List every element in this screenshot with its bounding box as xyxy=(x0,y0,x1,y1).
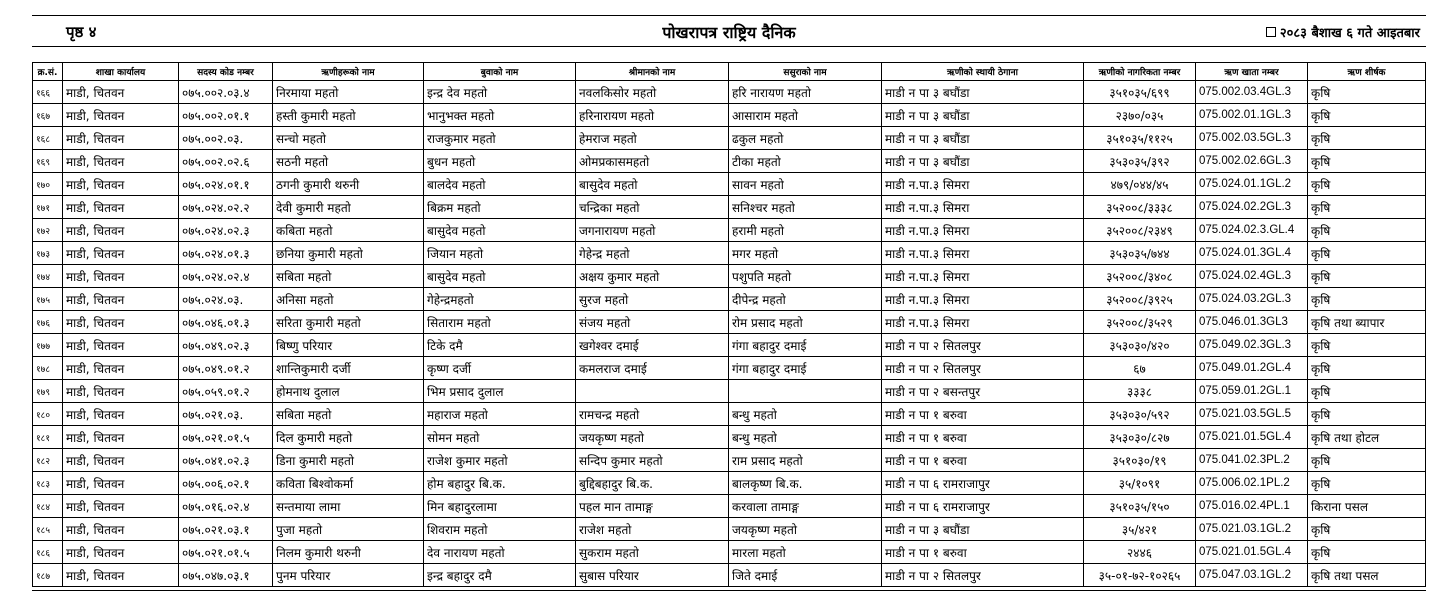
cell-serial-no: १७९ xyxy=(33,380,63,403)
column-header-citizenship-number: ऋणीको नागरिकता नम्बर xyxy=(1084,63,1196,81)
cell-branch-office: माडी, चितवन xyxy=(63,541,179,564)
cell-father-name: भिम प्रसाद दुलाल xyxy=(424,380,576,403)
cell-husband-name: हरिनारायण महतो xyxy=(576,104,729,127)
cell-loan-title: कृषि xyxy=(1308,403,1426,426)
cell-father-name: टिके दमै xyxy=(424,334,576,357)
cell-member-code: ०७५.०२४.०२.२ xyxy=(179,196,273,219)
cell-borrower-name: होमनाथ दुलाल xyxy=(273,380,424,403)
cell-husband-name: अक्षय कुमार महतो xyxy=(576,265,729,288)
cell-husband-name: जगनारायण महतो xyxy=(576,219,729,242)
cell-loan-account-number: 075.041.02.3PL.2 xyxy=(1196,449,1308,472)
table-row xyxy=(33,81,1426,104)
cell-serial-no: १७४ xyxy=(33,265,63,288)
cell-loan-title: कृषि xyxy=(1308,127,1426,150)
cell-father-name: सोमन महतो xyxy=(424,426,576,449)
cell-father-name: इन्द्र बहादुर दमै xyxy=(424,564,576,587)
cell-member-code: ०७५.०२१.०१.५ xyxy=(179,541,273,564)
cell-member-code: ०७५.०४६.०१.३ xyxy=(179,311,273,334)
cell-citizenship-number: ३५/४२१ xyxy=(1084,518,1196,541)
cell-father-name: भानुभक्त महतो xyxy=(424,104,576,127)
cell-member-code: ०७५.००६.०२.१ xyxy=(179,472,273,495)
cell-permanent-address: माडी न.पा.३ सिमरा xyxy=(882,219,1084,242)
column-header-father-name: बुवाको नाम xyxy=(424,63,576,81)
table-row xyxy=(33,311,1426,334)
cell-citizenship-number: ३५२००८/३९२५ xyxy=(1084,288,1196,311)
cell-loan-account-number: 075.002.02.6GL.3 xyxy=(1196,150,1308,173)
cell-husband-name: रामचन्द्र महतो xyxy=(576,403,729,426)
cell-loan-title: कृषि xyxy=(1308,449,1426,472)
cell-loan-title: कृषि xyxy=(1308,173,1426,196)
cell-branch-office: माडी, चितवन xyxy=(63,518,179,541)
cell-member-code: ०७५.०२१.०३.१ xyxy=(179,518,273,541)
cell-serial-no: १७३ xyxy=(33,242,63,265)
cell-father-in-law-name: गंगा बहादुर दमाई xyxy=(729,334,882,357)
cell-branch-office: माडी, चितवन xyxy=(63,426,179,449)
cell-citizenship-number: ६७ xyxy=(1084,357,1196,380)
cell-permanent-address: माडी न पा १ बरुवा xyxy=(882,541,1084,564)
cell-permanent-address: माडी न पा ६ रामराजापुर xyxy=(882,472,1084,495)
cell-permanent-address: माडी न पा ३ बघौंडा xyxy=(882,127,1084,150)
cell-serial-no: १७७ xyxy=(33,334,63,357)
cell-borrower-name: निलम कुमारी थरुनी xyxy=(273,541,424,564)
cell-loan-title: कृषि xyxy=(1308,334,1426,357)
cell-husband-name: सुरज महतो xyxy=(576,288,729,311)
cell-permanent-address: माडी न पा २ सितलपुर xyxy=(882,357,1084,380)
cell-serial-no: १७५ xyxy=(33,288,63,311)
column-header-permanent-address: ऋणीको स्थायी ठेगाना xyxy=(882,63,1084,81)
cell-permanent-address: माडी न पा ३ बघौंडा xyxy=(882,518,1084,541)
cell-citizenship-number: ३५१०३५/१५० xyxy=(1084,495,1196,518)
cell-husband-name: गेहेन्द्र महतो xyxy=(576,242,729,265)
cell-permanent-address: माडी न.पा.३ सिमरा xyxy=(882,311,1084,334)
cell-loan-account-number: 075.024.01.3GL.4 xyxy=(1196,242,1308,265)
cell-loan-account-number: 075.049.02.3GL.3 xyxy=(1196,334,1308,357)
cell-borrower-name: कबिता महतो xyxy=(273,219,424,242)
cell-member-code: ०७५.०४९.०१.२ xyxy=(179,357,273,380)
cell-loan-title: कृषि xyxy=(1308,288,1426,311)
cell-borrower-name: छनिया कुमारी महतो xyxy=(273,242,424,265)
cell-borrower-name: हस्ती कुमारी महतो xyxy=(273,104,424,127)
cell-member-code: ०७५.००२.०२.६ xyxy=(179,150,273,173)
cell-borrower-name: सठनी महतो xyxy=(273,150,424,173)
cell-branch-office: माडी, चितवन xyxy=(63,311,179,334)
cell-father-name: होम बहादुर बि.क. xyxy=(424,472,576,495)
cell-branch-office: माडी, चितवन xyxy=(63,150,179,173)
cell-loan-account-number: 075.021.01.5GL.4 xyxy=(1196,426,1308,449)
cell-permanent-address: माडी न पा १ बरुवा xyxy=(882,449,1084,472)
cell-husband-name: बासुदेव महतो xyxy=(576,173,729,196)
cell-loan-account-number: 075.002.01.1GL.3 xyxy=(1196,104,1308,127)
cell-permanent-address: माडी न पा २ सितलपुर xyxy=(882,334,1084,357)
cell-husband-name: ओमप्रकासमहतो xyxy=(576,150,729,173)
cell-loan-title: कृषि xyxy=(1308,219,1426,242)
cell-husband-name: संजय महतो xyxy=(576,311,729,334)
cell-borrower-name: बिष्णु परियार xyxy=(273,334,424,357)
cell-loan-title: कृषि xyxy=(1308,242,1426,265)
cell-father-in-law-name: जयकृष्ण महतो xyxy=(729,518,882,541)
cell-loan-account-number: 075.021.01.5GL.4 xyxy=(1196,541,1308,564)
cell-father-name: सिताराम महतो xyxy=(424,311,576,334)
cell-loan-account-number: 075.002.03.4GL.3 xyxy=(1196,81,1308,104)
cell-citizenship-number: ३५३०३०/४२० xyxy=(1084,334,1196,357)
cell-member-code: ०७५.०५९.०१.२ xyxy=(179,380,273,403)
cell-serial-no: १८२ xyxy=(33,449,63,472)
table-row xyxy=(33,518,1426,541)
table-row xyxy=(33,104,1426,127)
cell-branch-office: माडी, चितवन xyxy=(63,472,179,495)
cell-father-name: देव नारायण महतो xyxy=(424,541,576,564)
cell-branch-office: माडी, चितवन xyxy=(63,127,179,150)
cell-loan-account-number: 075.002.03.5GL.3 xyxy=(1196,127,1308,150)
cell-branch-office: माडी, चितवन xyxy=(63,334,179,357)
cell-serial-no: १८१ xyxy=(33,426,63,449)
bottom-rule xyxy=(32,590,1426,591)
page-header xyxy=(32,18,1426,44)
cell-borrower-name: पुजा महतो xyxy=(273,518,424,541)
cell-permanent-address: माडी न पा १ बरुवा xyxy=(882,426,1084,449)
cell-father-in-law-name: करवाला तामाङ्ग xyxy=(729,495,882,518)
table-row xyxy=(33,357,1426,380)
cell-loan-account-number: 075.016.02.4PL.1 xyxy=(1196,495,1308,518)
cell-father-in-law-name: मगर महतो xyxy=(729,242,882,265)
cell-father-in-law-name: राम प्रसाद महतो xyxy=(729,449,882,472)
cell-borrower-name: निरमाया महतो xyxy=(273,81,424,104)
cell-permanent-address: माडी न पा १ बरुवा xyxy=(882,403,1084,426)
table-row xyxy=(33,219,1426,242)
cell-borrower-name: सबिता महतो xyxy=(273,265,424,288)
cell-father-in-law-name: रोम प्रसाद महतो xyxy=(729,311,882,334)
cell-borrower-name: पुनम परियार xyxy=(273,564,424,587)
cell-member-code: ०७५.०४९.०२.३ xyxy=(179,334,273,357)
table-row xyxy=(33,403,1426,426)
cell-serial-no: १७० xyxy=(33,173,63,196)
column-header-loan-title: ऋण शीर्षक xyxy=(1308,63,1426,81)
cell-father-in-law-name: टीका महतो xyxy=(729,150,882,173)
cell-branch-office: माडी, चितवन xyxy=(63,449,179,472)
cell-borrower-name: ठगनी कुमारी थरुनी xyxy=(273,173,424,196)
cell-loan-title: कृषि तथा ब्यापार xyxy=(1308,311,1426,334)
cell-citizenship-number: ३५३०३०/८२७ xyxy=(1084,426,1196,449)
cell-father-in-law-name: गंगा बहादुर दमाई xyxy=(729,357,882,380)
cell-citizenship-number: २४४६ xyxy=(1084,541,1196,564)
cell-citizenship-number: ३५२००८/२३४९ xyxy=(1084,219,1196,242)
cell-branch-office: माडी, चितवन xyxy=(63,219,179,242)
cell-serial-no: १७२ xyxy=(33,219,63,242)
cell-loan-account-number: 075.059.01.2GL.1 xyxy=(1196,380,1308,403)
cell-borrower-name: सरिता कुमारी महतो xyxy=(273,311,424,334)
cell-husband-name xyxy=(576,380,729,403)
cell-member-code: ०७५.००२.०३. xyxy=(179,127,273,150)
table-header xyxy=(33,63,1426,81)
cell-loan-account-number: 075.024.01.1GL.2 xyxy=(1196,173,1308,196)
cell-serial-no: १८५ xyxy=(33,518,63,541)
cell-father-name: बासुदेव महतो xyxy=(424,219,576,242)
cell-loan-title: कृषि xyxy=(1308,472,1426,495)
cell-husband-name: हेमराज महतो xyxy=(576,127,729,150)
cell-husband-name: जयकृष्ण महतो xyxy=(576,426,729,449)
cell-father-in-law-name: सनिश्चर महतो xyxy=(729,196,882,219)
cell-husband-name: सन्दिप कुमार महतो xyxy=(576,449,729,472)
cell-loan-account-number: 075.024.02.2GL.3 xyxy=(1196,196,1308,219)
column-header-branch-office: शाखा कार्यालय xyxy=(63,63,179,81)
column-header-member-code: सदस्य कोड नम्बर xyxy=(179,63,273,81)
cell-husband-name: राजेश महतो xyxy=(576,518,729,541)
cell-member-code: ०७५.०२४.०१.१ xyxy=(179,173,273,196)
cell-husband-name: बुद्दिबहादुर बि.क. xyxy=(576,472,729,495)
cell-husband-name: चन्द्रिका महतो xyxy=(576,196,729,219)
table-row xyxy=(33,265,1426,288)
cell-borrower-name: सन्चो महतो xyxy=(273,127,424,150)
cell-serial-no: १६७ xyxy=(33,104,63,127)
cell-loan-account-number: 075.021.03.5GL.5 xyxy=(1196,403,1308,426)
cell-loan-title: कृषि तथा होटल xyxy=(1308,426,1426,449)
cell-member-code: ०७५.००२.०१.१ xyxy=(179,104,273,127)
column-header-loan-account-number: ऋण खाता नम्बर xyxy=(1196,63,1308,81)
cell-branch-office: माडी, चितवन xyxy=(63,380,179,403)
cell-father-in-law-name: आसाराम महतो xyxy=(729,104,882,127)
cell-branch-office: माडी, चितवन xyxy=(63,196,179,219)
cell-serial-no: १७१ xyxy=(33,196,63,219)
cell-loan-title: कृषि xyxy=(1308,150,1426,173)
cell-father-in-law-name xyxy=(729,380,882,403)
cell-father-name: कृष्ण दर्जी xyxy=(424,357,576,380)
cell-member-code: ०७५.०४७.०३.१ xyxy=(179,564,273,587)
cell-branch-office: माडी, चितवन xyxy=(63,81,179,104)
cell-citizenship-number: ३५१०३०/१९ xyxy=(1084,449,1196,472)
cell-serial-no: १८७ xyxy=(33,564,63,587)
cell-member-code: ०७५.०२१.०३. xyxy=(179,403,273,426)
cell-permanent-address: माडी न.पा.३ सिमरा xyxy=(882,196,1084,219)
cell-citizenship-number: ३५१०३५/६९९ xyxy=(1084,81,1196,104)
cell-member-code: ०७५.०२४.०१.३ xyxy=(179,242,273,265)
cell-loan-account-number: 075.046.01.3GL3 xyxy=(1196,311,1308,334)
cell-permanent-address: माडी न.पा.३ सिमरा xyxy=(882,288,1084,311)
cell-loan-title: कृषि तथा पसल xyxy=(1308,564,1426,587)
cell-borrower-name: अनिसा महतो xyxy=(273,288,424,311)
table-row xyxy=(33,495,1426,518)
table-row xyxy=(33,564,1426,587)
table-row xyxy=(33,196,1426,219)
cell-branch-office: माडी, चितवन xyxy=(63,495,179,518)
cell-loan-account-number: 075.024.02.3.GL.4 xyxy=(1196,219,1308,242)
cell-citizenship-number: ३५३०३५/७४४ xyxy=(1084,242,1196,265)
cell-permanent-address: माडी न पा ३ बघौंडा xyxy=(882,150,1084,173)
cell-father-name: बासुदेव महतो xyxy=(424,265,576,288)
cell-father-in-law-name: सावन महतो xyxy=(729,173,882,196)
cell-citizenship-number: ४७९/०४४/४५ xyxy=(1084,173,1196,196)
cell-branch-office: माडी, चितवन xyxy=(63,288,179,311)
cell-father-name: बुधन महतो xyxy=(424,150,576,173)
cell-member-code: ०७५.०२४.०२.३ xyxy=(179,219,273,242)
cell-father-in-law-name: बन्धु महतो xyxy=(729,426,882,449)
column-header-husband-name: श्रीमानको नाम xyxy=(576,63,729,81)
table-row xyxy=(33,150,1426,173)
cell-father-name: बिक्रम महतो xyxy=(424,196,576,219)
cell-citizenship-number: ३५२००८/३४०८ xyxy=(1084,265,1196,288)
cell-husband-name: नवलकिसोर महतो xyxy=(576,81,729,104)
cell-member-code: ०७५.०२४.०३. xyxy=(179,288,273,311)
table-row xyxy=(33,541,1426,564)
column-header-serial-no: क्र.सं. xyxy=(33,63,63,81)
cell-loan-title: कृषि xyxy=(1308,541,1426,564)
cell-husband-name: पहल मान तामाङ्ग xyxy=(576,495,729,518)
cell-father-in-law-name: मारला महतो xyxy=(729,541,882,564)
cell-father-in-law-name: बन्धु महतो xyxy=(729,403,882,426)
cell-loan-account-number: 075.049.01.2GL.4 xyxy=(1196,357,1308,380)
cell-father-name: जियान महतो xyxy=(424,242,576,265)
cell-citizenship-number: ३५२००८/३३३८ xyxy=(1084,196,1196,219)
cell-husband-name: सुकराम महतो xyxy=(576,541,729,564)
cell-member-code: ०७५.०१६.०२.४ xyxy=(179,495,273,518)
cell-permanent-address: माडी न पा ३ बघौंडा xyxy=(882,104,1084,127)
cell-permanent-address: माडी न पा २ सितलपुर xyxy=(882,564,1084,587)
column-header-borrower-name: ऋणीहरूको नाम xyxy=(273,63,424,81)
cell-father-name: महाराज महतो xyxy=(424,403,576,426)
cell-father-name: मिन बहादुरलामा xyxy=(424,495,576,518)
cell-father-in-law-name: हरामी महतो xyxy=(729,219,882,242)
cell-loan-account-number: 075.047.03.1GL.2 xyxy=(1196,564,1308,587)
column-header-father-in-law-name: ससुराको नाम xyxy=(729,63,882,81)
cell-citizenship-number: ३५/१०९१ xyxy=(1084,472,1196,495)
cell-father-name: इन्द्र देव महतो xyxy=(424,81,576,104)
cell-serial-no: १८४ xyxy=(33,495,63,518)
cell-father-in-law-name: ढकुल महतो xyxy=(729,127,882,150)
header-row xyxy=(33,63,1426,81)
cell-citizenship-number: ३५-०१-७२-१०२६५ xyxy=(1084,564,1196,587)
cell-loan-title: कृषि xyxy=(1308,380,1426,403)
cell-borrower-name: शान्तिकुमारी दर्जी xyxy=(273,357,424,380)
cell-serial-no: १६६ xyxy=(33,81,63,104)
cell-member-code: ०७५.०२४.०२.४ xyxy=(179,265,273,288)
table-row xyxy=(33,334,1426,357)
square-bullet-icon xyxy=(1266,27,1276,37)
cell-permanent-address: माडी न.पा.३ सिमरा xyxy=(882,173,1084,196)
table-row xyxy=(33,449,1426,472)
cell-citizenship-number: ३५३०३०/५९२ xyxy=(1084,403,1196,426)
cell-loan-title: कृषि xyxy=(1308,104,1426,127)
cell-father-name: गेहेन्द्रमहतो xyxy=(424,288,576,311)
cell-branch-office: माडी, चितवन xyxy=(63,173,179,196)
cell-loan-title: कृषि xyxy=(1308,196,1426,219)
cell-loan-title: कृषि xyxy=(1308,357,1426,380)
cell-branch-office: माडी, चितवन xyxy=(63,357,179,380)
cell-branch-office: माडी, चितवन xyxy=(63,564,179,587)
cell-husband-name: कमलराज दमाई xyxy=(576,357,729,380)
cell-branch-office: माडी, चितवन xyxy=(63,403,179,426)
cell-borrower-name: सबिता महतो xyxy=(273,403,424,426)
cell-father-in-law-name: जिते दमाई xyxy=(729,564,882,587)
cell-borrower-name: सन्तमाया लामा xyxy=(273,495,424,518)
table-row xyxy=(33,380,1426,403)
table-row xyxy=(33,173,1426,196)
cell-loan-title: कृषि xyxy=(1308,265,1426,288)
cell-husband-name: खगेश्वर दमाई xyxy=(576,334,729,357)
publication-date-group xyxy=(1266,23,1420,41)
cell-borrower-name: डिना कुमारी महतो xyxy=(273,449,424,472)
cell-father-name: राजेश कुमार महतो xyxy=(424,449,576,472)
table-body xyxy=(33,81,1426,587)
cell-serial-no: १८३ xyxy=(33,472,63,495)
cell-permanent-address: माडी न पा ६ रामराजापुर xyxy=(882,495,1084,518)
table-row xyxy=(33,127,1426,150)
cell-father-name: बालदेव महतो xyxy=(424,173,576,196)
loan-table xyxy=(32,62,1426,587)
publication-date: २०८३ बैशाख ६ गते आइतबार xyxy=(1279,26,1420,41)
cell-father-in-law-name: हरि नारायण महतो xyxy=(729,81,882,104)
table-row xyxy=(33,242,1426,265)
header-rule xyxy=(32,46,1426,47)
cell-father-name: शिवराम महतो xyxy=(424,518,576,541)
cell-member-code: ०७५.०४१.०२.३ xyxy=(179,449,273,472)
cell-permanent-address: माडी न पा २ बसन्तपुर xyxy=(882,380,1084,403)
cell-branch-office: माडी, चितवन xyxy=(63,242,179,265)
cell-borrower-name: दिल कुमारी महतो xyxy=(273,426,424,449)
table-row xyxy=(33,472,1426,495)
cell-father-in-law-name: दीपेन्द्र महतो xyxy=(729,288,882,311)
cell-borrower-name: कविता बिश्वोकर्मा xyxy=(273,472,424,495)
table-row xyxy=(33,288,1426,311)
cell-member-code: ०७५.०२१.०१.५ xyxy=(179,426,273,449)
cell-citizenship-number: ३५३०३५/३९२ xyxy=(1084,150,1196,173)
cell-member-code: ०७५.००२.०३.४ xyxy=(179,81,273,104)
cell-branch-office: माडी, चितवन xyxy=(63,104,179,127)
cell-citizenship-number: ३५१०३५/११२५ xyxy=(1084,127,1196,150)
cell-citizenship-number: २३७०/०३५ xyxy=(1084,104,1196,127)
cell-loan-title: कृषि xyxy=(1308,518,1426,541)
cell-loan-title: कृषि xyxy=(1308,81,1426,104)
cell-father-in-law-name: पशुपति महतो xyxy=(729,265,882,288)
cell-loan-account-number: 075.021.03.1GL.2 xyxy=(1196,518,1308,541)
cell-loan-account-number: 075.006.02.1PL.2 xyxy=(1196,472,1308,495)
cell-loan-title: किराना पसल xyxy=(1308,495,1426,518)
cell-father-in-law-name: बालकृष्ण बि.क. xyxy=(729,472,882,495)
cell-serial-no: १७८ xyxy=(33,357,63,380)
cell-permanent-address: माडी न पा ३ बघौंडा xyxy=(882,81,1084,104)
cell-borrower-name: देवी कुमारी महतो xyxy=(273,196,424,219)
cell-serial-no: १६९ xyxy=(33,150,63,173)
cell-serial-no: १८० xyxy=(33,403,63,426)
cell-citizenship-number: ३३३८ xyxy=(1084,380,1196,403)
cell-loan-account-number: 075.024.03.2GL.3 xyxy=(1196,288,1308,311)
cell-permanent-address: माडी न.पा.३ सिमरा xyxy=(882,265,1084,288)
cell-serial-no: १७६ xyxy=(33,311,63,334)
cell-permanent-address: माडी न.पा.३ सिमरा xyxy=(882,242,1084,265)
page-number: पृष्ठ ४ xyxy=(66,23,97,41)
cell-father-name: राजकुमार महतो xyxy=(424,127,576,150)
cell-citizenship-number: ३५२००८/३५२९ xyxy=(1084,311,1196,334)
top-rule xyxy=(32,15,1426,16)
cell-loan-account-number: 075.024.02.4GL.3 xyxy=(1196,265,1308,288)
cell-serial-no: १६८ xyxy=(33,127,63,150)
cell-husband-name: सुबास परियार xyxy=(576,564,729,587)
cell-serial-no: १८६ xyxy=(33,541,63,564)
table-row xyxy=(33,426,1426,449)
cell-branch-office: माडी, चितवन xyxy=(63,265,179,288)
newspaper-title: पोखरापत्र राष्ट्रिय दैनिक xyxy=(662,23,796,42)
